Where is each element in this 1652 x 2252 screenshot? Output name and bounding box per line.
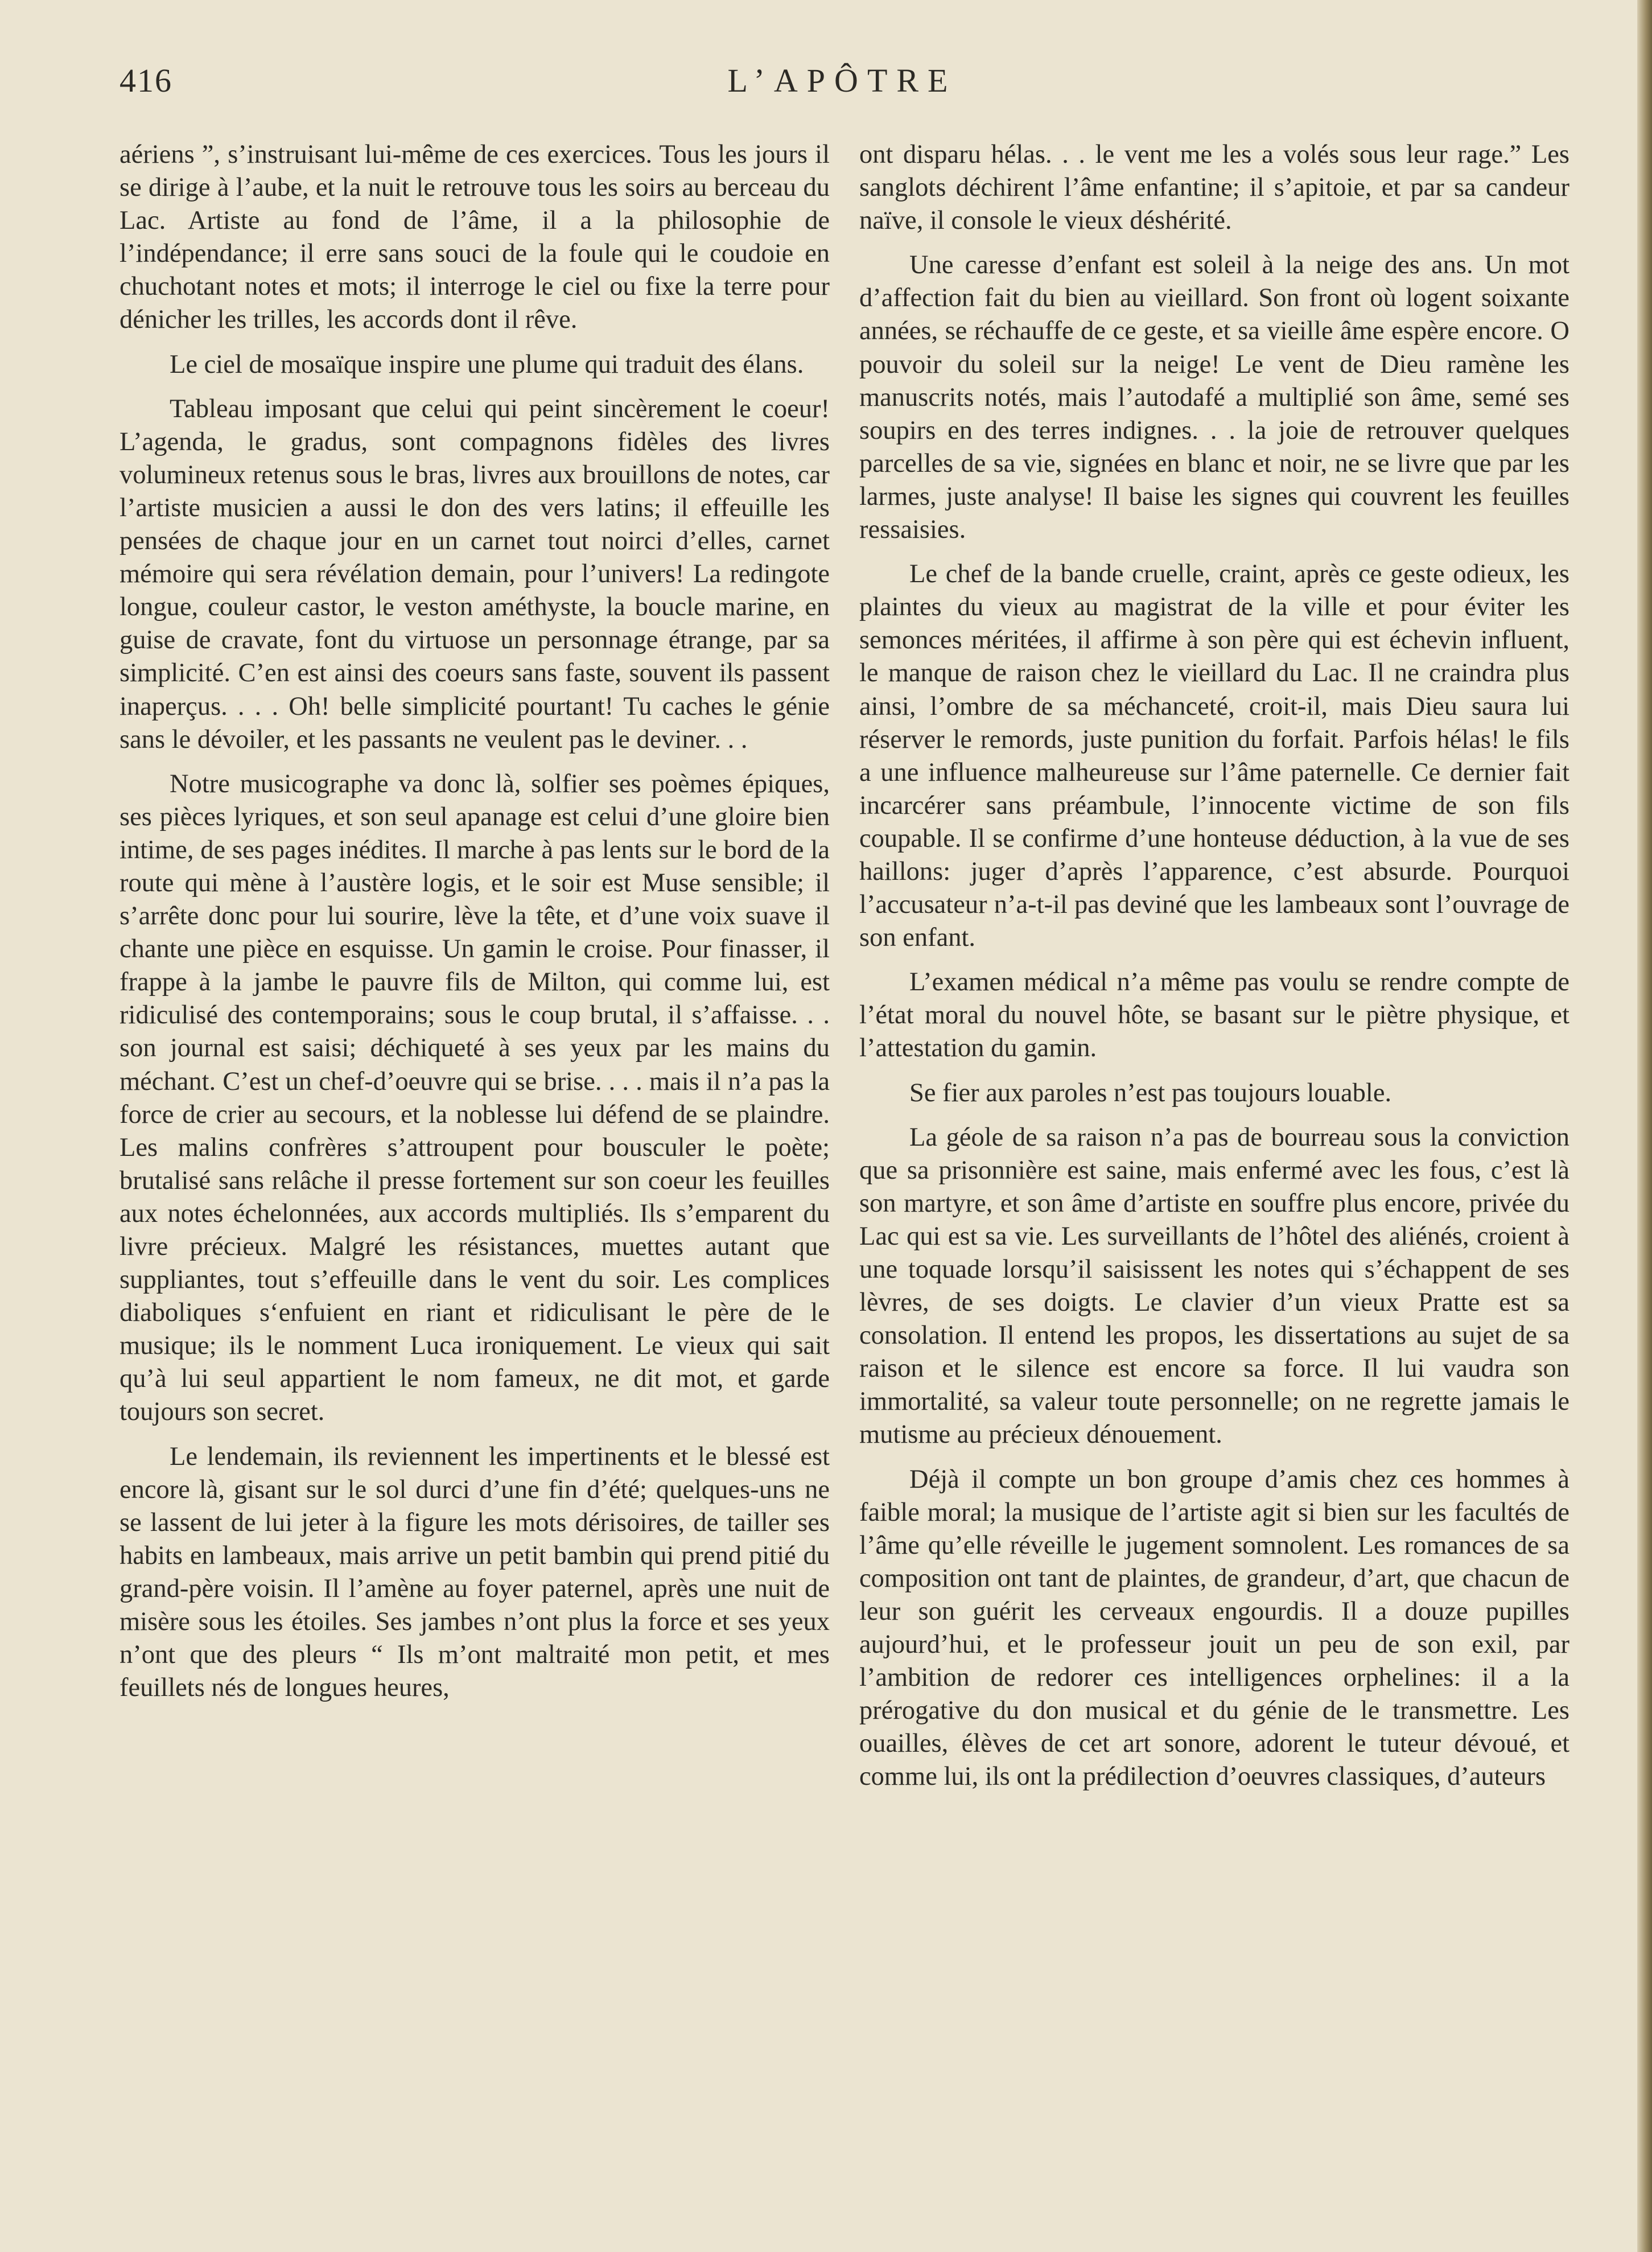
paragraph: Le lendemain, ils reviennent les impertinents et le blessé est encore là, gisant sur le sol durci d’une fin d’été; quelques-uns ne se lassent de lui jeter à la figure les mots dérisoires, de tailler ses habits en lambeaux, mais arrive un petit bambin qui prend pitié du grand-père voisin. Il l’amène au foyer paternel, après une nuit de misère sous les étoiles. Ses jambes n’ont plus la force et ses yeux n’ont que des pleurs “ Ils m’ont maltraité mon petit, et mes feuillets nés de longues heures, <box>120 1442 830 1703</box>
page-number: 416 <box>120 62 172 99</box>
paragraph: La géole de sa raison n’a pas de bourreau sous la conviction que sa prisonnière est saine, mais enfermé avec les fous, c’est là son martyre, et son âme d’artiste en souffre plus encore, privée du Lac qui est sa vie. Les surveillants de l’hôtel des aliénés, croient à une toquade lorsqu’il saisissent les notes qui s’échappent de ses lèvres, de ses doigts. Le clavier d’un vieux Pratte est sa consolation. Il entend les propos, les dissertations au sujet de sa raison et le silence est encore sa force. Il lui vaudra son immortalité, sa valeur toute personnelle; on ne regrette jamais le mutisme au précieux dénouement. <box>859 1122 1569 1450</box>
paragraph: Le chef de la bande cruelle, craint, après ce geste odieux, les plaintes du vieux au magistrat de la ville et pour éviter les semonces méritées, il affirme à son père qui est échevin influent, le manque de raison chez le vieillard du Lac. Il ne craindra plus ainsi, l’ombre de sa méchanceté, croit-il, mais Dieu saura lui réserver le remords, juste punition du forfait. Parfois hélas! le fils a une influence malheureuse sur l’âme paternelle. Ce dernier fait incarcérer sans préambule, l’innocente victime de son fils coupable. Il se confirme d’une honteuse déduction, à la vue de ses haillons: juger d’après l’apparence, c’est absurde. Pourquoi l’accusateur n’a-t-il pas deviné que les lambeaux sont l’ouvrage de son enfant. <box>859 559 1569 953</box>
page-edge-shadow <box>1637 0 1652 2252</box>
paragraph: Tableau imposant que celui qui peint sincèrement le coeur! L’agenda, le gradus, sont compagnons fidèles des livres volumineux retenus sous le bras, livres aux brouillons de notes, car l’artiste musicien a aussi le don des vers latins; il effeuille les pensées de chaque jour en un carnet tout noirci d’elles, carnet mémoire qui sera révélation demain, pour l’univers! La redingote longue, couleur castor, le veston améthyste, la boucle marine, en guise de cravate, font du virtuose un personnage étrange, par sa simplicité. C’en est ainsi des coeurs sans faste, souvent ils passent inaperçus. . . . Oh! belle simplicité pourtant! Tu caches le génie sans le dévoiler, et les passants ne veulent pas le deviner. . . <box>120 394 830 754</box>
paragraph: Déjà il compte un bon groupe d’amis chez ces hommes à faible moral; la musique de l’artiste agit si bien sur les facultés de l’âme qu’elle réveille le jugement somnolent. Les romances de sa composition ont tant de plaintes, de grandeur, d’art, que chacun de leur son guérit les cerveaux engourdis. Il a douze pupilles aujourd’hui, et le professeur jouit un peu de son exil, par l’ambition de redorer ces intelligences orphelines: il a la prérogative du don musical et du génie de le transmettre. Les ouailles, élèves de cet art sonore, adorent le tuteur dévoué, et comme lui, ils ont la prédilection d’oeuvres classiques, d’auteurs <box>859 1464 1569 1792</box>
paragraph: Notre musicographe va donc là, solfier ses poèmes épiques, ses pièces lyriques, et son seul apanage est celui d’une gloire bien intime, de ses pages inédites. Il marche à pas lents sur le bord de la route qui mène à l’austère logis, et le soir est Muse sensible; il s’arrête donc pour lui sourire, lève la tête, et d’une voix suave il chante une pièce en esquisse. Un gamin le croise. Pour finasser, il frappe à la jambe le pauvre fils de Milton, qui comme lui, est ridiculisé des contemporains; sous le coup brutal, il s’affaisse. . . son journal est saisi; déchiqueté à ses yeux par les mains du méchant. C’est un chef-d’oeuvre qui se brise. . . . mais il n’a pas la force de crier au secours, et la noblesse lui défend de se plaindre. Les malins confrères s’attroupent pour bousculer le poète; brutalisé sans relâche il presse fortement sur son coeur les feuilles aux notes échelonnées, aux accords multipliés. Ils s’emparent du livre précieux. Malgré les résistances, muettes autant que suppliantes, tout s’effeuille dans le vent du soir. Les complices diaboliques s‘enfuient en riant et ridiculisant le père de le musique; ils le nomment Luca ironiquement. Le vieux qui sait qu’à lui seul appartient le nom fameux, ne dit mot, et garde toujours son secret. <box>120 769 830 1427</box>
paragraph: L’examen médical n’a même pas voulu se rendre compte de l’état moral du nouvel hôte, se basant sur le piètre physique, et l’attestation du gamin. <box>859 968 1569 1063</box>
journal-title: L’APÔTRE <box>727 62 957 99</box>
right-column <box>859 138 1569 1805</box>
paragraph: Le ciel de mosaïque inspire une plume qui traduit des élans. <box>170 349 804 379</box>
paragraph: Se fier aux paroles n’est pas toujours louable. <box>909 1078 1392 1108</box>
paragraph: Une caresse d’enfant est soleil à la neige des ans. Un mot d’affection fait du bien au vieillard. Son front où logent soixante années, se réchauffe de ce geste, et sa vieille âme espère encore. O pouvoir du soleil sur la neige! Le vent de Dieu ramène les manuscrits notés, mais l’autodafé a multiplié son âme, semé ses soupirs en des terres indignes. . . la joie de retrouver quelques parcelles de sa vie, signées en blanc et noir, ne se livre que par les larmes, juste analyse! Il baise les signes qui couvrent les feuilles ressaisies. <box>859 250 1569 545</box>
left-column <box>120 138 830 1716</box>
paragraph: ont disparu hélas. . . le vent me les a volés sous leur rage.” Les sanglots déchirent l’âme enfantine; il s’apitoie, et par sa candeur naïve, il console le vieux déshérité. <box>859 140 1569 236</box>
running-header <box>120 61 1565 113</box>
paragraph: aériens ”, s’instruisant lui-même de ces exercices. Tous les jours il se dirige à l’aube, et la nuit le retrouve tous les soirs au berceau du Lac. Artiste au fond de l’âme, il a la philosophie de l’indépendance; il erre sans souci de la foule qui le coudoie en chuchotant notes et mots; il interroge le ciel ou fixe la terre pour dénicher les trilles, les accords dont il rêve. <box>120 140 830 335</box>
